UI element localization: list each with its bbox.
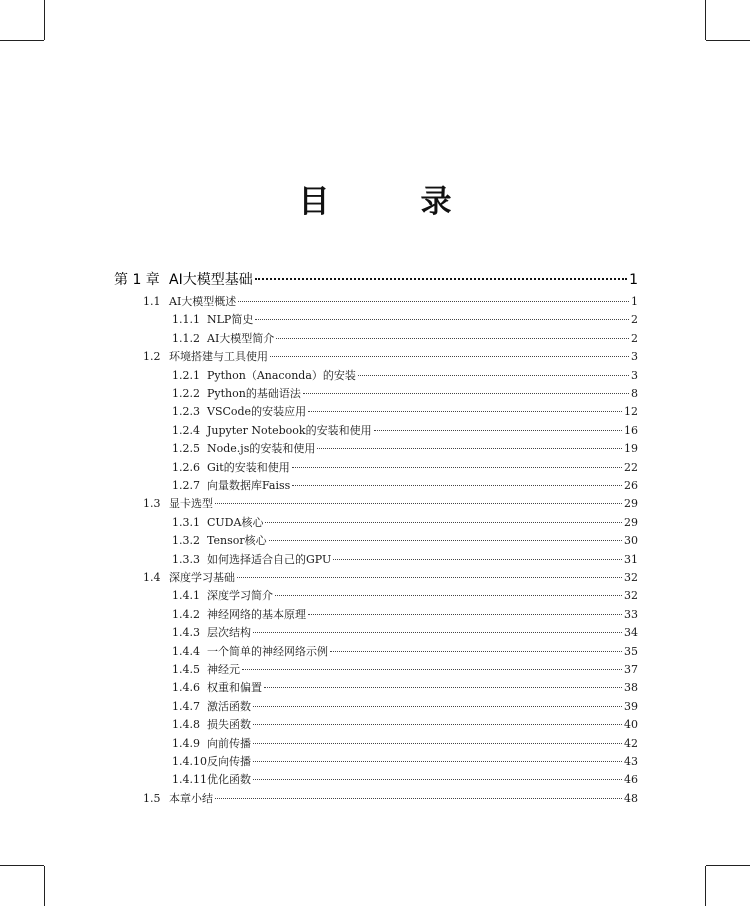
toc-leader [303,393,629,394]
toc-entry-page: 3 [631,368,638,382]
toc-subsection-entry[interactable] [172,368,638,384]
toc-entry-number: 1.4.7 [172,699,200,713]
toc-chapter-entry[interactable] [114,270,638,290]
toc-entry-number: 1.3.3 [172,552,200,566]
toc-leader [253,724,622,725]
toc-section-entry[interactable] [143,294,638,310]
toc-entry-title: 反向传播 [207,755,251,768]
toc-chapter-number: 第 1 章 [114,272,160,288]
toc-entry-title: Python的基础语法 [207,387,301,400]
toc-leader [253,706,622,707]
toc-entry-page: 22 [624,460,638,474]
toc-entry-title: Git的安装和使用 [207,460,290,474]
toc-entry-page: 37 [624,663,638,676]
toc-leader [358,375,629,376]
toc-section-entry[interactable] [143,791,638,807]
crop-mark [706,40,750,41]
toc-section-entry[interactable] [143,570,638,586]
toc-chapter-title: AI大模型基础 [169,272,253,288]
toc-entry-number: 1.2.7 [172,479,200,492]
toc-entry-page: 19 [624,442,638,456]
toc-entry-number: 1.2.1 [172,368,200,382]
toc-entry-title: 激活函数 [207,699,251,713]
toc-entry-page: 43 [624,755,638,768]
toc-leader [255,319,629,320]
toc-leader [253,761,622,762]
toc-subsection-entry[interactable] [172,331,638,347]
toc-entry-title: 显卡选型 [169,497,213,511]
toc-entry-title: AI大模型简介 [207,331,275,345]
toc-entry-title: 优化函数 [207,773,251,787]
toc-leader [264,687,622,688]
toc-entry-title: AI大模型概述 [169,295,237,308]
toc-subsection-entry[interactable] [172,607,638,623]
toc-entry-page: 30 [624,534,638,548]
toc-entry-number: 1.4.11 [172,773,207,787]
toc-entry-title: 如何选择适合自己的GPU [207,552,332,566]
toc-entry-title: CUDA核心 [207,515,264,529]
toc-entry-number: 1.4 [143,571,161,584]
toc-leader [270,356,629,357]
toc-section-entry[interactable] [143,496,638,512]
toc-entry-page: 46 [624,773,638,787]
toc-leader [269,540,622,541]
toc-entry-title: Node.js的安装和使用 [207,442,316,456]
toc-subsection-entry[interactable] [172,772,638,788]
toc-entry-title: 神经网络的基本原理 [207,607,306,621]
toc-leader [275,595,622,596]
toc-leader [265,522,622,523]
crop-mark [705,866,706,906]
toc-entry-page: 8 [631,387,638,400]
toc-entry-number: 1.4.10 [172,755,207,768]
toc-leader [237,577,622,578]
toc-entry-page: 48 [624,791,638,805]
toc-subsection-entry[interactable] [172,662,638,678]
toc-entry-page: 2 [631,331,638,345]
toc-subsection-entry[interactable] [172,552,638,568]
toc-leader [253,779,622,780]
toc-leader [215,503,622,504]
crop-mark [706,865,750,866]
toc-entry-title: NLP简史 [207,313,254,327]
toc-entry-number: 1.4.9 [172,736,200,750]
toc-entry-page: 33 [624,607,638,621]
toc-entry-page: 16 [624,423,638,437]
toc-subsection-entry[interactable] [172,533,638,549]
toc-entry-number: 1.4.6 [172,681,200,695]
toc-subsection-entry[interactable] [172,460,638,476]
toc-leader [253,632,622,633]
crop-mark [0,40,44,41]
toc-leader [253,743,622,744]
toc-entry-page: 32 [624,589,638,603]
toc-entry-number: 1.4.8 [172,718,200,732]
toc-subsection-entry[interactable] [172,717,638,733]
toc-entry-title: Tensor核心 [207,534,267,548]
toc-entry-title: 权重和偏置 [207,681,262,695]
toc-entry-page: 29 [624,497,638,511]
toc-leader [317,448,622,449]
toc-entry-number: 1.1 [143,295,161,308]
toc-leader [276,338,629,339]
toc-entry-title: 层次结构 [207,626,251,640]
toc-entry-title: 环境搭建与工具使用 [169,350,268,364]
toc-entry-number: 1.4.1 [172,589,200,603]
toc-subsection-entry[interactable] [172,588,638,604]
toc-leader [374,430,622,431]
toc-leader [333,559,622,560]
toc-subsection-entry[interactable] [172,423,638,439]
toc-entry-page: 31 [624,552,638,566]
toc-entry-title: 一个简单的神经网络示例 [207,644,328,658]
toc-entry-number: 1.2.3 [172,405,200,419]
toc-entry-page: 38 [624,681,638,695]
toc-subsection-entry[interactable] [172,625,638,641]
toc-entry-title: 本章小结 [169,791,213,805]
toc-entry-number: 1.2 [143,350,161,364]
toc-subsection-entry[interactable] [172,736,638,752]
toc-entry-number: 1.4.5 [172,663,200,676]
toc-entry-number: 1.2.2 [172,387,200,400]
toc-entry-title: 向量数据库Faiss [207,479,291,492]
page-title: 目 录 [298,184,482,220]
toc-entry-page: 42 [624,736,638,750]
toc-leader [242,669,622,670]
toc-leader [308,411,622,412]
toc-entry-page: 2 [631,313,638,327]
toc-entry-number: 1.2.4 [172,423,200,437]
toc-subsection-entry[interactable] [172,441,638,457]
toc-leader [292,467,622,468]
toc-entry-title: 深度学习基础 [169,571,235,584]
toc-entry-page: 39 [624,699,638,713]
toc-subsection-entry[interactable] [172,699,638,715]
toc-entry-page: 1 [631,295,638,308]
toc-subsection-entry[interactable] [172,515,638,531]
toc-entry-number: 1.4.2 [172,607,200,621]
toc-chapter-page: 1 [629,272,638,288]
toc-entry-page: 40 [624,718,638,732]
crop-mark [44,866,45,906]
toc-entry-title: Python（Anaconda）的安装 [207,368,356,382]
toc-leader [238,301,629,302]
toc-entry-number: 1.5 [143,791,161,805]
crop-mark [44,0,45,40]
toc-entry-number: 1.1.2 [172,331,200,345]
toc-entry-number: 1.3.2 [172,534,200,548]
toc-leader [308,614,622,615]
toc-entry-title: 损失函数 [207,718,251,732]
toc-entry-title: 向前传播 [207,736,251,750]
toc-entry-title: 神经元 [207,663,240,676]
toc-entry-title: 深度学习简介 [207,589,273,603]
toc-entry-number: 1.2.5 [172,442,200,456]
toc-entry-number: 1.4.3 [172,626,200,640]
toc-subsection-entry[interactable] [172,680,638,696]
toc-subsection-entry[interactable] [172,644,638,660]
toc-subsection-entry[interactable] [172,478,638,494]
toc-subsection-entry[interactable] [172,754,638,770]
toc-entry-page: 35 [624,644,638,658]
toc-entry-page: 12 [624,405,638,419]
toc-leader [330,651,622,652]
toc-section-entry[interactable] [143,349,638,365]
toc-entry-page: 29 [624,515,638,529]
toc-entry-page: 34 [624,626,638,640]
toc-subsection-entry[interactable] [172,312,638,328]
crop-mark [0,865,44,866]
toc-leader [292,485,622,486]
toc-leader [215,798,622,799]
crop-mark [705,0,706,40]
toc-entry-page: 26 [624,479,638,492]
toc-entry-number: 1.4.4 [172,644,200,658]
toc-entry-number: 1.3 [143,497,161,511]
toc-entry-title: Jupyter Notebook的安装和使用 [207,423,372,437]
toc-subsection-entry[interactable] [172,386,638,402]
toc-leader [255,278,627,280]
toc-entry-page: 32 [624,571,638,584]
toc-entry-page: 3 [631,350,638,364]
toc-subsection-entry[interactable] [172,404,638,420]
toc-entry-number: 1.1.1 [172,313,200,327]
toc-entry-number: 1.2.6 [172,460,200,474]
toc-entry-title: VSCode的安装应用 [207,405,307,419]
toc-entry-number: 1.3.1 [172,515,200,529]
